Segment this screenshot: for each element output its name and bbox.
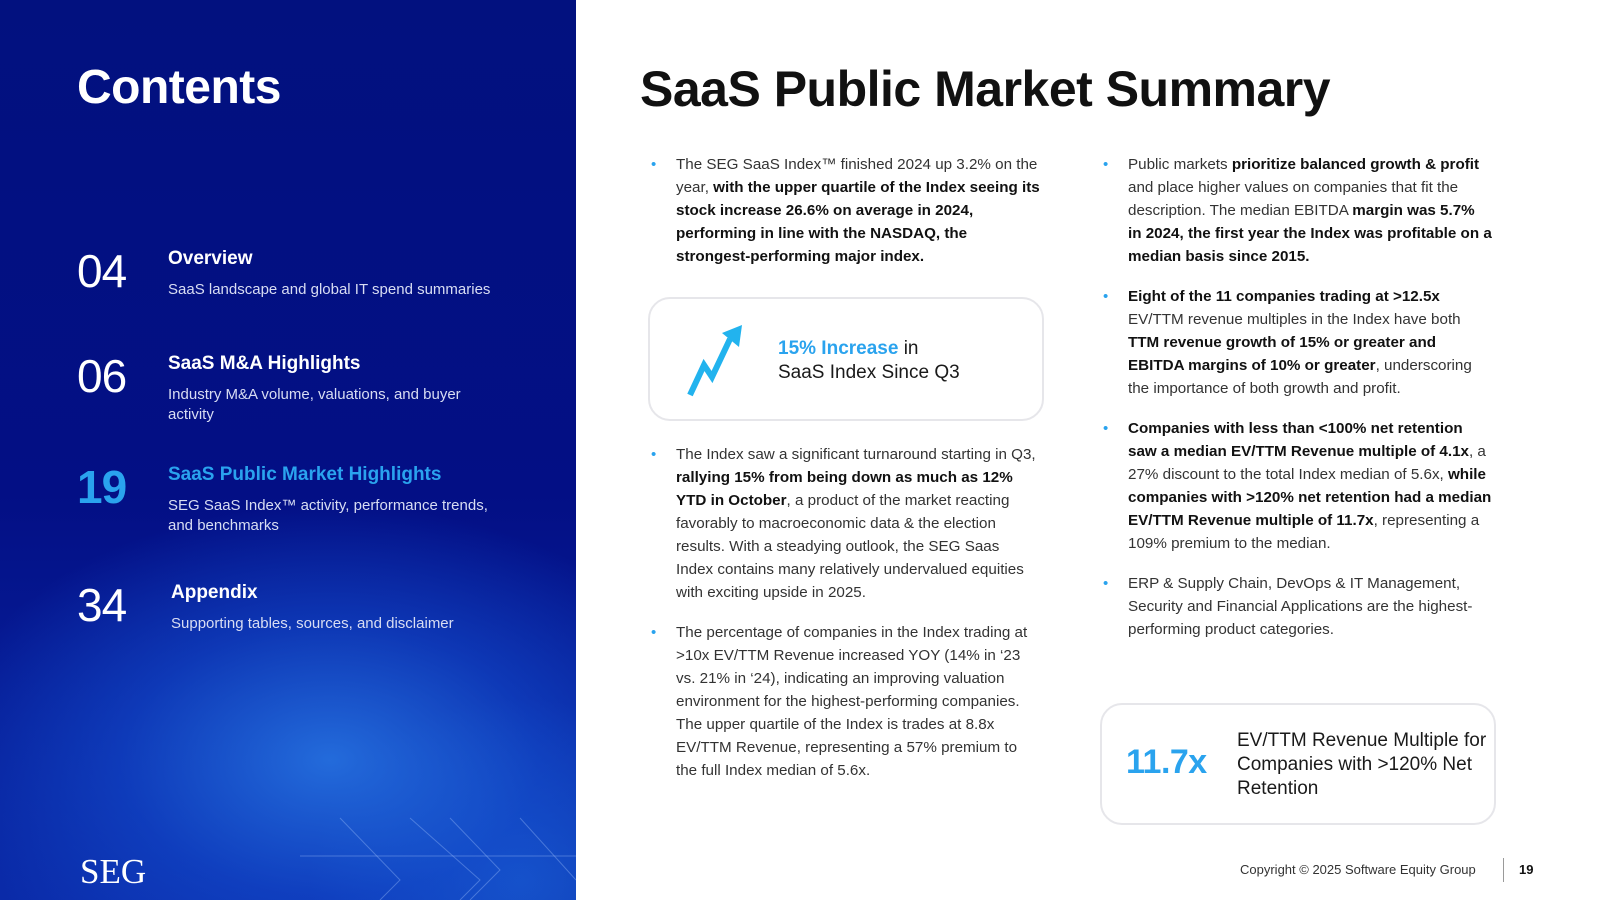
bullet-bold-text: rallying 15% from being down as much as 12% YTD in October (676, 469, 1013, 509)
bullet-bold-text: prioritize balanced growth & profit (1231, 156, 1480, 173)
bullet-bold-text: TTM revenue growth of 15% or greater and EBITDA margins of 10% or greater (1128, 334, 1437, 374)
bullet-valuation-environment (650, 621, 1040, 782)
bullet-text: , underscoring the importance of both growth and profit. (1128, 357, 1472, 397)
toc-page-number: 34 (77, 579, 127, 631)
bullet-net-retention (1102, 417, 1492, 555)
chevron-decoration (0, 0, 576, 900)
bullet-top-categories (1102, 572, 1492, 641)
bullet-bold-text: margin was 5.7% in 2024, the first year the Index was profitable on a median basis since 2015. (1128, 202, 1492, 265)
page-title: SaaS Public Market Summary (640, 61, 1331, 117)
bullet-text: Public markets (1128, 156, 1232, 173)
contents-panel (0, 0, 576, 900)
toc-item-title: Overview (168, 248, 253, 269)
toc-item-description: Supporting tables, sources, and disclaimer (171, 614, 454, 632)
callout-multiple-value: 11.7x (1126, 743, 1207, 781)
toc-page-number: 04 (77, 245, 127, 297)
bullet-text: , a product of the market reacting favorably to macroeconomic data & the election results. With a steadying outlook, the SEG Saas Index contains many relatively undervalued equities with exciting upside in 2025. (676, 492, 1024, 601)
bullet-index-turnaround (650, 443, 1040, 604)
callout-highlight: 15% Increase (778, 338, 899, 359)
bullet-index-performance (650, 153, 1040, 268)
bullet-text: EV/TTM revenue multiples in the Index have both (1128, 311, 1461, 328)
bullet-bold-text: while companies with >120% net retention had a median EV/TTM Revenue multiple of 11.7x (1128, 466, 1492, 529)
left-bullet-column (650, 153, 1040, 782)
bullet-text: , representing a 109% premium to the median. (1128, 512, 1480, 552)
callout-highlight-suffix: in (898, 338, 919, 359)
bullet-text: The Index saw a significant turnaround starting in Q3, (676, 446, 1036, 463)
bullet-bold-text: Eight of the 11 companies trading at >12.5x (1128, 288, 1440, 305)
footer-divider (1503, 858, 1504, 882)
toc-item-description: SEG SaaS Index™ activity, performance trends, and benchmarks (168, 496, 488, 535)
bullet-bold-text: Companies with less than <100% net retention saw a median EV/TTM Revenue multiple of 4.1x (1128, 420, 1469, 460)
bullet-bold-text: with the upper quartile of the Index seeing its stock increase 26.6% on average in 2024, performing in line with the NASDAQ, the strongest-performing major index. (676, 179, 1040, 265)
callout-index-increase (648, 297, 1044, 421)
bullet-text: ERP & Supply Chain, DevOps & IT Management, Security and Financial Applications are the highest-performing product categories. (1128, 575, 1473, 638)
trending-up-arrow-icon (684, 323, 754, 399)
toc-item-description: SaaS landscape and global IT spend summaries (168, 280, 491, 298)
toc-item-description: Industry M&A volume, valuations, and buyer activity (168, 385, 461, 424)
callout-subtext: SaaS Index Since Q3 (778, 362, 960, 383)
bullet-top-multiple-companies (1102, 285, 1492, 400)
callout-multiple-label: EV/TTM Revenue Multiple for Companies with >120% Net Retention (1237, 730, 1487, 799)
contents-title: Contents (77, 61, 281, 114)
seg-logo: SEG (80, 852, 147, 891)
toc-page-number: 06 (77, 350, 127, 402)
footer-page-number: 19 (1519, 862, 1534, 877)
toc-item-title-active: SaaS Public Market Highlights (168, 464, 442, 485)
bullet-text: The percentage of companies in the Index trading at >10x EV/TTM Revenue increased YOY (14% in ‘23 vs. 21% in ‘24), indicating an improving valuation environment for the highest-performing companies. The upper quartile of the Index is trades at 8.8x EV/TTM Revenue, representing a 57% premium to the full Index median of 5.6x. (676, 624, 1028, 779)
callout-index-text (778, 337, 960, 385)
toc-item-title: Appendix (171, 582, 258, 603)
toc-item-title: SaaS M&A Highlights (168, 353, 361, 374)
bullet-growth-and-profit (1102, 153, 1492, 268)
bullet-text: The SEG SaaS Index™ finished 2024 up 3.2% on the year, (676, 156, 1038, 196)
footer-copyright: Copyright © 2025 Software Equity Group (1240, 862, 1476, 877)
toc-page-number-active: 19 (77, 461, 127, 513)
bullet-text: and place higher values on companies that fit the description. The median EBITDA (1128, 179, 1459, 219)
callout-net-retention-multiple (1100, 703, 1496, 825)
bullet-text: , a 27% discount to the total Index median of 5.6x, (1128, 443, 1486, 483)
right-bullet-column (1102, 153, 1492, 641)
